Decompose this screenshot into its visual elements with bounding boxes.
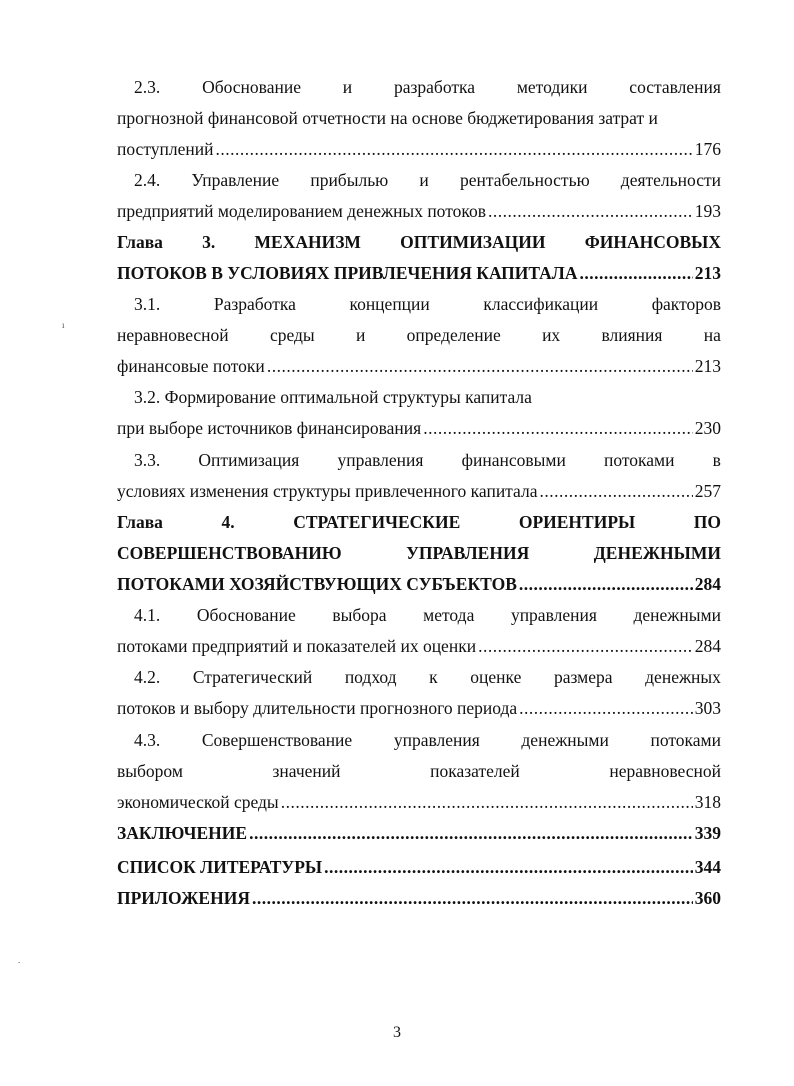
toc-4-2-line-1: 4.2. Стратегический подход к оценке размера денежных [134,667,721,687]
page-ref: 176 [694,139,721,159]
leader-dots [478,631,693,662]
page-ref: 213 [694,263,721,283]
toc-chapter-4-line-3: ПОТОКАМИ ХОЗЯЙСТВУЮЩИХ СУБЪЕКТОВ ..... 284 [117,569,721,600]
toc-chapter-4-line-1: Глава 4. СТРАТЕГИЧЕСКИЕ ОРИЕНТИРЫ ПО [117,512,721,532]
toc-2-4-line-1: 2.4. Управление прибылью и рентабельностью деятельности [134,170,721,190]
leader-dots [249,818,693,849]
leader-dots [519,693,693,724]
toc-3-2-line-2: при выборе источников финансирования ..... 230 [117,413,721,444]
toc-chapter-4-line-2: СОВЕРШЕНСТВОВАНИЮ УПРАВЛЕНИЯ ДЕНЕЖНЫМИ [117,543,721,563]
toc-4-1-line-2: потоками предприятий и показателей их оценки ..... 284 [117,631,721,662]
toc-4-3-line-3: экономической среды ..... 318 [117,787,721,818]
toc-4-1-line-1: 4.1. Обоснование выбора метода управления денежными [134,605,721,625]
page-ref: 257 [694,481,721,501]
toc-3-1-line-1: 3.1. Разработка концепции классификации факторов [134,294,721,314]
leader-dots [488,196,693,227]
page-ref: 230 [694,418,721,438]
leader-dots [215,134,692,165]
page-ref: 339 [694,823,721,843]
page-ref: 360 [694,888,721,908]
toc-4-3-line-1: 4.3. Совершенствование управления денежными потоками [134,730,721,750]
leader-dots [519,569,693,600]
toc-3-3-line-1: 3.3. Оптимизация управления финансовыми потоками в [134,450,721,470]
page-ref: 284 [694,636,721,656]
scan-speck: ı [62,320,65,330]
leader-dots [423,413,693,444]
toc-appendices: ПРИЛОЖЕНИЯ ..... 360 [117,883,721,914]
page-ref: 193 [694,201,721,221]
toc-4-3-line-2: выбором значений показателей неравновесной [117,761,721,781]
toc-references: СПИСОК ЛИТЕРАТУРЫ ..... 344 [117,852,721,883]
toc-chapter-3-line-2: ПОТОКОВ В УСЛОВИЯХ ПРИВЛЕЧЕНИЯ КАПИТАЛА ..... 213 [117,258,721,289]
page-ref: 318 [694,792,721,812]
toc-2-4-line-2: предприятий моделированием денежных потоков ..... 193 [117,196,721,227]
leader-dots [281,787,693,818]
page-number: 3 [393,1024,401,1041]
toc-4-2-line-2: потоков и выбору длительности прогнозного периода ..... 303 [117,693,721,724]
leader-dots [539,476,692,507]
leader-dots [580,258,693,289]
leader-dots [324,852,693,883]
toc-2-3-line-1: 2.3. Обоснование и разработка методики составления [134,77,721,97]
page-ref: 344 [694,857,721,877]
page-ref: 284 [694,574,721,594]
toc-conclusion: ЗАКЛЮЧЕНИЕ ..... 339 [117,818,721,849]
toc-3-1-line-3: финансовые потоки ..... 213 [117,351,721,382]
toc-2-3-line-3: поступлений ..... 176 [117,134,721,165]
toc-chapter-3-line-1: Глава 3. МЕХАНИЗМ ОПТИМИЗАЦИИ ФИНАНСОВЫХ [117,232,721,252]
page-ref: 213 [694,356,721,376]
leader-dots [252,883,693,914]
toc-3-2-line-1: 3.2. Формирование оптимальной структуры капитала [134,387,532,407]
toc-3-1-line-2: неравновесной среды и определение их влияния на [117,325,721,345]
scan-speck: . [18,955,21,965]
toc-3-3-line-2: условиях изменения структуры привлеченного капитала ..... 257 [117,476,721,507]
leader-dots [267,351,693,382]
page-ref: 303 [694,698,721,718]
toc-2-3-line-2: прогнозной финансовой отчетности на основе бюджетирования затрат и [117,108,658,128]
